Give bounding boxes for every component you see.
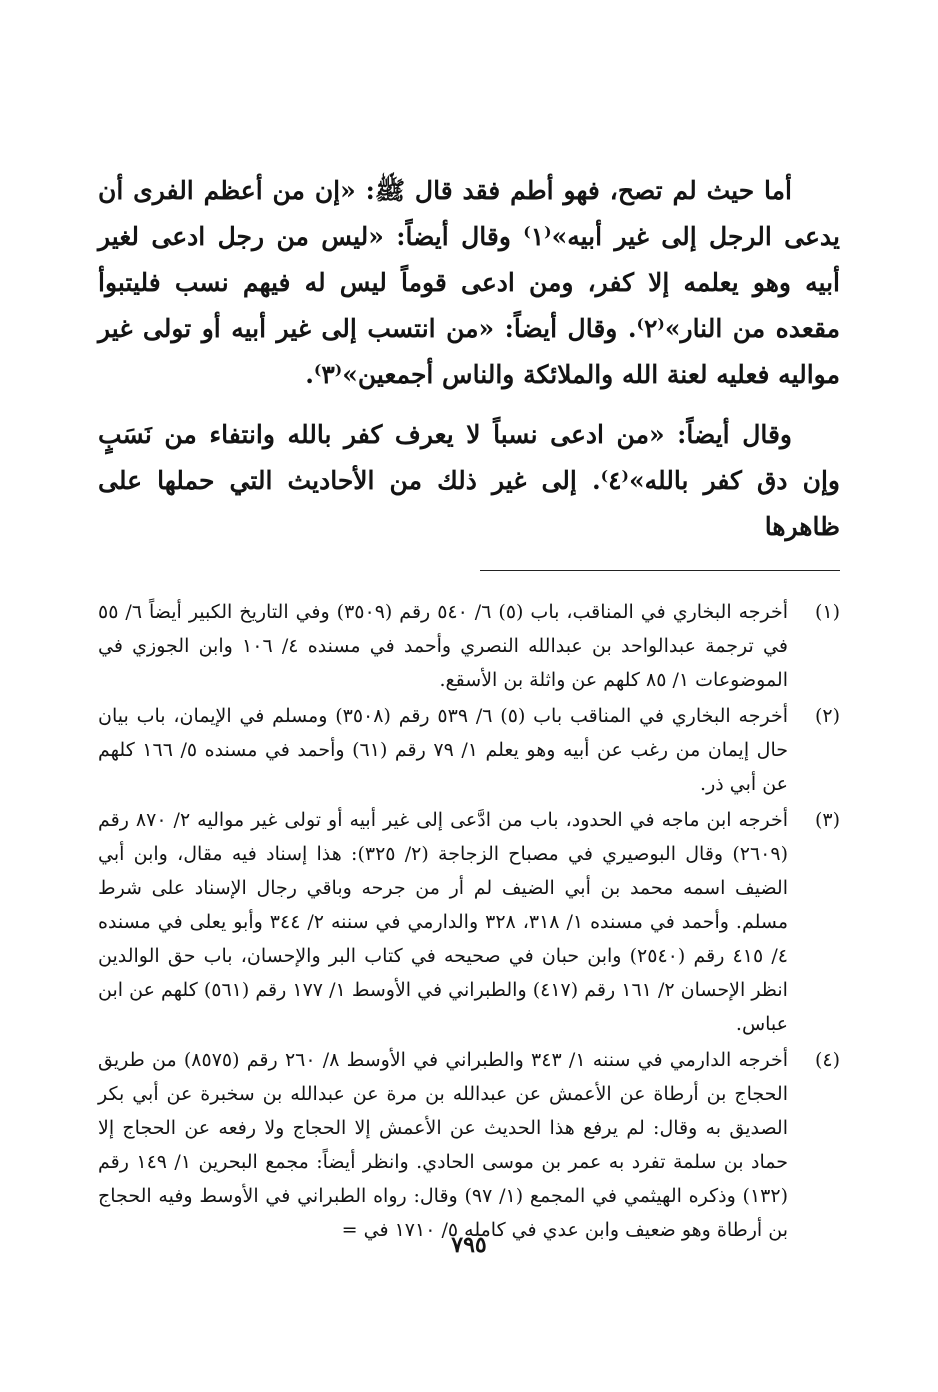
footnote-text: أخرجه البخاري في المناقب باب (٥) ٦/ ٥٣٩ رقم (٣٥٠٨) ومسلم في الإيمان، باب بيان حال إيمان من رغب عن أبيه وهو يعلم ١/ ٧٩ رقم (٦١) وأحمد في مسنده ٥/ ١٦٦ كلهم عن أبي ذر. [98,705,789,795]
footnote-number: (١) [814,601,840,623]
footnotes [98,595,840,1247]
page-number: ٧٩٥ [451,1232,487,1258]
body-paragraph: أما حيث لم تصح، فهو أطم فقد قال ﷺ: «إن من أعظم الفرى أن يدعى الرجل إلى غير أبيه»⁽١⁾ وقال أيضاً: «ليس من رجل ادعى لغير أبيه وهو يعلمه إلا كفر، ومن ادعى قوماً ليس له فيهم نسب فليتبوأ مقعده من النار»⁽٢⁾. وقال أيضاً: «من انتسب إلى غير أبيه أو تولى غير مواليه فعليه لعنة الله والملائكة والناس أجمعين»⁽٣⁾. [98,176,840,389]
body-paragraph: وقال أيضاً: «من ادعى نسباً لا يعرف كفر بالله وانتفاء من نَسَبٍ وإن دق كفر بالله»⁽٤⁾. إلى غير ذلك من الأحاديث التي حملها على ظاهرها [98,420,840,541]
footnote [98,699,840,801]
footnote-text: أخرجه البخاري في المناقب، باب (٥) ٦/ ٥٤٠ رقم (٣٥٠٩) وفي التاريخ الكبير أيضاً ٦/ ٥٥ في ترجمة عبدالواحد بن عبدالله النصري وأحمد في مسنده ٤/ ١٠٦ وابن الجوزي في الموضوعات ١/ ٨٥ كلهم عن واثلة بن الأسقع. [98,601,789,691]
footnote-text: أخرجه ابن ماجه في الحدود، باب من ادَّعى إلى غير أبيه أو تولى غير مواليه ٢/ ٨٧٠ رقم (٢٦٠٩) وقال البوصيري في مصباح الزجاجة (٢/ ٣٢٥): هذا إسناد فيه مقال، وابن أبي الضيف اسمه محمد بن أبي الضيف لم أر من جرحه وباقي رجال الإسناد على شرط مسلم. وأحمد في مسنده ١/ ٣١٨، ٣٢٨ والدارمي في سننه ٢/ ٣٤٤ وأبو يعلى في مسنده ٤/ ٤١٥ رقم (٢٥٤٠) وابن حبان في صحيحه في كتاب البر والإحسان، باب حق الوالدين انظر الإحسان ٢/ ١٦١ رقم (٤١٧) والطبراني في الأوسط ١/ ١٧٧ رقم (٥٦١) كلهم عن ابن عباس. [98,809,788,1035]
footnote-number: (٣) [814,809,840,831]
footnote-text: أخرجه الدارمي في سننه ١/ ٣٤٣ والطبراني في الأوسط ٨/ ٢٦٠ رقم (٨٥٧٥) من طريق الحجاج بن أرطاة عن الأعمش عن عبدالله بن مرة عن عبدالله بن سخبرة عن أبي بكر الصديق به وقال: لم يرفع هذا الحديث عن الأعمش إلا الحجاج ولا رفعه عن الحجاج إلا حماد بن سلمة تفرد به عمر بن موسى الحادي. وانظر أيضاً: مجمع البحرين ١/ ١٤٩ رقم (١٣٢) وذكره الهيثمي في المجمع (١/ ٩٧) وقال: رواه الطبراني في الأوسط وفيه الحجاج بن أرطاة وهو ضعيف وابن عدي في كامله ٥/ ١٧١٠ في = [98,1049,788,1241]
footnote [98,595,840,697]
footnote [98,803,840,1041]
footnote-divider [480,570,840,571]
footnote-number: (٤) [814,1049,840,1071]
footnote-number: (٢) [814,705,840,727]
main-text [98,168,840,550]
footnote [98,1043,840,1247]
